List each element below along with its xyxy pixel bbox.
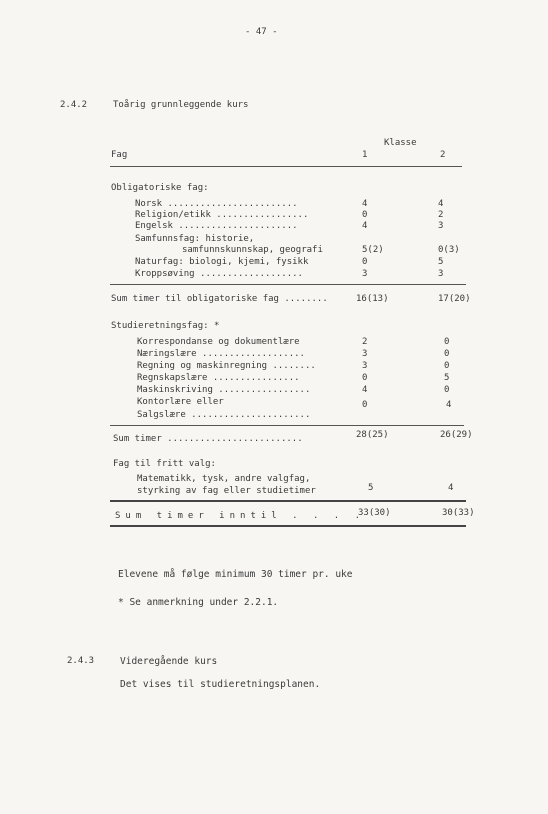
studieretningsfag-label: Studieretningsfag: * — [111, 321, 220, 331]
table-cell: 0 — [362, 210, 368, 220]
sum-obligatoriske-c1: 16(13) — [356, 294, 389, 304]
table-row-name: Næringslære ................... — [137, 349, 305, 359]
table-row-name: Religion/etikk ................. — [135, 210, 309, 220]
table-row-name: Regnskapslære ................ — [137, 373, 300, 383]
table-cell: 0 — [444, 337, 450, 347]
table-row-name: samfunnskunnskap, geografi — [182, 245, 323, 255]
table-cell: 4 — [362, 385, 368, 395]
table-cell: 5 — [444, 373, 450, 383]
fritt-valg-c1: 5 — [368, 483, 374, 493]
fritt-valg-line2: styrking av fag eller studietimer — [137, 486, 316, 496]
table-cell: 4 — [362, 221, 368, 231]
divider — [110, 284, 466, 285]
sum-timer-label: Sum timer ......................... — [113, 434, 303, 444]
page-number: - 47 - — [245, 27, 278, 37]
note-reference: * Se anmerkning under 2.2.1. — [118, 597, 279, 608]
note-minimum-hours: Elevene må følge minimum 30 timer pr. uke — [118, 569, 353, 580]
table-row-name: Kroppsøving ................... — [135, 269, 303, 279]
table-row-name: Samfunnsfag: historie, — [135, 234, 255, 244]
table-row-name: Kontorlære eller — [137, 397, 224, 407]
table-cell: 2 — [438, 210, 444, 220]
section2-number: 2.4.3 — [67, 656, 95, 666]
table-cell: 0 — [362, 400, 368, 410]
divider — [110, 425, 464, 426]
table-row-name: Norsk ........................ — [135, 199, 298, 209]
table-cell: 0 — [362, 257, 368, 267]
table-row-name: Salgslære ...................... — [137, 410, 311, 420]
sum-timer-c1: 28(25) — [356, 430, 389, 440]
section2-title: Videregående kurs — [120, 656, 218, 667]
table-cell: 3 — [362, 361, 368, 371]
total-c2: 30(33) — [442, 508, 475, 518]
table-row-name: Regning og maskinregning ........ — [137, 361, 316, 371]
divider — [110, 525, 466, 527]
section2-text: Det vises til studieretningsplanen. — [120, 679, 321, 690]
section-title: Toårig grunnleggende kurs — [113, 100, 249, 110]
table-row-name: Naturfag: biologi, kjemi, fysikk — [135, 257, 309, 267]
fag-header: Fag — [111, 150, 128, 160]
sum-timer-c2: 26(29) — [440, 430, 473, 440]
table-cell: 3 — [438, 269, 444, 279]
table-row-name: Engelsk ...................... — [135, 221, 298, 231]
fritt-valg-c2: 4 — [448, 483, 454, 493]
klasse-header: Klasse — [384, 138, 417, 148]
table-cell: 3 — [438, 221, 444, 231]
table-cell: 0 — [444, 349, 450, 359]
col1-header: 1 — [362, 150, 368, 160]
fritt-valg-line1: Matematikk, tysk, andre valgfag, — [137, 474, 311, 484]
table-cell: 2 — [362, 337, 368, 347]
table-cell: 3 — [362, 269, 368, 279]
table-cell: 0 — [362, 373, 368, 383]
table-cell: 0(3) — [438, 245, 460, 255]
divider — [110, 500, 466, 502]
table-row-name: Korrespondanse og dokumentlære — [137, 337, 300, 347]
table-cell: 0 — [444, 361, 450, 371]
table-cell: 5(2) — [362, 245, 384, 255]
sum-obligatoriske-label: Sum timer til obligatoriske fag ........ — [111, 294, 328, 304]
sum-obligatoriske-c2: 17(20) — [438, 294, 471, 304]
table-cell: 0 — [444, 385, 450, 395]
total-c1: 33(30) — [358, 508, 391, 518]
table-cell: 5 — [438, 257, 444, 267]
table-cell: 4 — [362, 199, 368, 209]
table-cell: 4 — [438, 199, 444, 209]
section-number: 2.4.2 — [60, 100, 88, 110]
table-row-name: Maskinskriving ................. — [137, 385, 311, 395]
table-cell: 4 — [446, 400, 452, 410]
fritt-valg-label: Fag til fritt valg: — [113, 459, 216, 469]
table-cell: 3 — [362, 349, 368, 359]
total-label: Sum timer inntil . . . . — [115, 511, 366, 521]
col2-header: 2 — [440, 150, 446, 160]
header-rule — [110, 166, 462, 167]
obligatoriske-label: Obligatoriske fag: — [111, 183, 209, 193]
